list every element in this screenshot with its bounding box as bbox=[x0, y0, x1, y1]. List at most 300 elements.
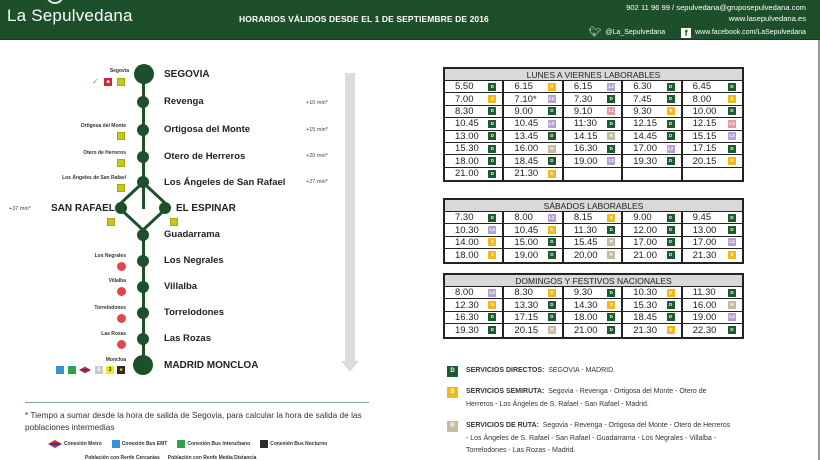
twitter-link[interactable]: @La_Sepulvedana bbox=[605, 29, 666, 36]
departure-cell bbox=[683, 212, 742, 223]
service-type-badge: R bbox=[728, 301, 736, 309]
departure-cell bbox=[683, 249, 742, 261]
departure-time: 18.45 bbox=[514, 155, 539, 167]
departure-time: 8.30 bbox=[455, 105, 474, 117]
departure-time: 10.45 bbox=[514, 224, 539, 236]
timetable-rows bbox=[445, 212, 742, 262]
departure-time: 6.15 bbox=[573, 81, 593, 93]
departure-time: 11:30 bbox=[573, 118, 597, 130]
service-type-badge: D bbox=[488, 326, 496, 334]
departure-time: 6.30 bbox=[633, 81, 652, 93]
departure-cell bbox=[445, 287, 504, 298]
departure-time: 21.00 bbox=[573, 324, 598, 336]
departure-cell bbox=[504, 249, 563, 261]
departure-time: 20.00 bbox=[573, 249, 598, 261]
check-icon: ✓ bbox=[92, 77, 99, 86]
twitter-icon: 🐦︎ bbox=[588, 27, 602, 38]
timetable-row bbox=[445, 131, 742, 143]
timetable-row bbox=[445, 81, 742, 93]
departure-time: 9.00 bbox=[633, 212, 652, 224]
service-type-badge: D bbox=[548, 238, 556, 246]
timetable-row bbox=[445, 212, 742, 224]
phone-email[interactable]: 902 11 96 99 / sepulvedana@gruposepulvedana.com bbox=[626, 3, 806, 12]
legend-renfe bbox=[85, 455, 160, 460]
footnote: * Tiempo a sumar desde la hora de salida de Segovia, para calcular la hora de salida de las poblaciones intermedias bbox=[25, 410, 362, 432]
departure-time: 6.15 bbox=[514, 81, 533, 93]
service-type-badge: D bbox=[607, 145, 615, 153]
departure-cell bbox=[683, 143, 742, 154]
time-offset: +27 min* bbox=[306, 179, 328, 185]
departure-cell bbox=[564, 237, 623, 248]
media-distancia-icon bbox=[117, 78, 125, 86]
side-label: Segovia bbox=[109, 68, 129, 74]
town-legend bbox=[85, 455, 256, 460]
service-type-badge: D bbox=[607, 120, 615, 128]
service-type-badge: D bbox=[607, 326, 615, 334]
contact-info bbox=[626, 2, 806, 24]
metro-line-3-icon: 3 bbox=[106, 366, 114, 374]
legend-noct-label: Conexión Bus Nocturno bbox=[270, 441, 328, 447]
departure-time: 10.45 bbox=[514, 118, 539, 130]
legend-inter-label: Conexión Bus Interurbano bbox=[187, 441, 251, 447]
departure-cell bbox=[683, 118, 742, 129]
stop-dot bbox=[137, 124, 149, 136]
service-type-badge: D bbox=[548, 301, 556, 309]
departure-cell bbox=[445, 93, 504, 104]
departure-cell bbox=[564, 299, 623, 310]
service-type-badge: D bbox=[607, 313, 615, 321]
service-title: SERVICIOS DIRECTOS: bbox=[466, 367, 545, 374]
departure-time: 18.00 bbox=[573, 311, 598, 323]
departure-cell bbox=[564, 249, 623, 261]
departure-time: 8.15 bbox=[573, 212, 593, 224]
time-offset: +20 min* bbox=[306, 153, 328, 159]
departure-time: 21.00 bbox=[455, 168, 479, 180]
departure-cell bbox=[564, 93, 623, 104]
service-type-badge: S bbox=[548, 83, 556, 91]
brand-logo: La Sepulvedana bbox=[7, 6, 133, 25]
service-badge-ruta: R bbox=[447, 421, 458, 432]
service-type-badge: D bbox=[667, 95, 675, 103]
departure-time: 19.00 bbox=[692, 311, 717, 323]
service-desc: SEGOVIA - MADRID. bbox=[548, 367, 616, 374]
departure-cell bbox=[683, 237, 742, 248]
departure-cell bbox=[445, 312, 504, 323]
departure-time: 11.30 bbox=[573, 224, 597, 236]
stop-las-rozas: Las Rozas bbox=[164, 333, 211, 344]
route-diagram bbox=[0, 40, 440, 460]
departure-cell bbox=[683, 224, 742, 235]
departure-cell bbox=[623, 131, 682, 142]
departure-time: 5.50 bbox=[455, 81, 474, 93]
departure-time: 13.00 bbox=[455, 130, 479, 142]
departure-cell bbox=[445, 224, 504, 235]
departure-cell bbox=[445, 131, 504, 142]
legend-nocturno bbox=[260, 440, 327, 448]
service-badge-semiruta: S bbox=[447, 387, 458, 398]
service-type-badge: D bbox=[548, 157, 556, 165]
service-type-badge: D bbox=[488, 214, 496, 222]
departure-cell bbox=[564, 287, 623, 298]
service-type-badge: D bbox=[667, 157, 675, 165]
departure-time: 13.45 bbox=[514, 130, 539, 142]
departure-cell bbox=[504, 299, 563, 310]
departure-cell bbox=[623, 224, 682, 235]
departure-time: 10.45 bbox=[455, 118, 479, 130]
metro-icon bbox=[79, 366, 91, 374]
service-type-badge: S bbox=[667, 289, 675, 297]
timetable-row bbox=[445, 155, 742, 167]
departure-time: 7.45 bbox=[633, 93, 652, 105]
route-line-upper bbox=[142, 73, 145, 209]
service-type-badge: L2 bbox=[608, 158, 614, 164]
service-type-badge: S bbox=[728, 157, 736, 165]
departure-time: 17.00 bbox=[633, 143, 657, 155]
departure-time: 9.00 bbox=[514, 105, 533, 117]
service-type-badge: S bbox=[548, 226, 556, 234]
departure-time: 19.30 bbox=[633, 155, 657, 167]
departure-cell bbox=[445, 168, 504, 180]
service-title: SERVICIOS SEMIRUTA: bbox=[466, 388, 545, 395]
departure-cell bbox=[623, 249, 682, 261]
time-offset: +10 min* bbox=[306, 100, 328, 106]
departure-time: 10.30 bbox=[633, 287, 657, 299]
stop-los-angeles: Los Ángeles de San Rafael bbox=[164, 177, 286, 188]
bus-nocturno-icon: ■ bbox=[117, 366, 125, 374]
stop-los-negrales: Los Negrales bbox=[164, 255, 224, 266]
renfe-cercanias-train-icon: ■ bbox=[104, 78, 112, 86]
departure-cell bbox=[445, 106, 504, 117]
departure-cell bbox=[445, 324, 504, 336]
departure-time: 21.30 bbox=[692, 249, 717, 261]
facebook-link[interactable]: www.facebook.com/LaSepulvedana bbox=[695, 29, 806, 36]
service-type-badge: D bbox=[488, 132, 496, 140]
service-type-badge: S bbox=[667, 326, 675, 334]
departure-time: 16.30 bbox=[455, 311, 479, 323]
departure-cell bbox=[504, 312, 563, 323]
service-type-badge: D bbox=[488, 313, 496, 321]
departure-cell bbox=[623, 143, 682, 154]
stop-ortigosa: Ortigosa del Monte bbox=[164, 124, 251, 135]
departure-cell bbox=[504, 155, 563, 166]
service-type-badge: D bbox=[667, 120, 675, 128]
timetable-row bbox=[445, 118, 742, 130]
departure-cell bbox=[564, 155, 623, 166]
departure-cell bbox=[504, 212, 563, 223]
service-type-badge: D bbox=[548, 313, 556, 321]
icon-legend bbox=[48, 440, 327, 448]
departure-time: 20.15 bbox=[514, 324, 539, 336]
stop-revenga: Revenga bbox=[164, 96, 204, 107]
side-label: Los Ángeles de San Rafael bbox=[62, 175, 126, 181]
departure-time: 14.45 bbox=[633, 130, 657, 142]
service-type-badge: R bbox=[607, 238, 615, 246]
service-type-badge: S bbox=[548, 289, 556, 297]
departure-cell bbox=[623, 155, 682, 166]
legend-metro bbox=[48, 440, 102, 448]
timetable-title: LUNES A VIERNES LABORABLES bbox=[445, 69, 742, 81]
service-ruta bbox=[447, 420, 731, 458]
service-type-badge: D bbox=[607, 289, 615, 297]
departure-time: 18.00 bbox=[455, 249, 479, 261]
departure-time: 9.10 bbox=[573, 105, 593, 117]
departure-time: 12.15 bbox=[692, 118, 717, 130]
departure-cell bbox=[683, 155, 742, 166]
departure-cell bbox=[504, 168, 563, 180]
departure-cell bbox=[504, 131, 563, 142]
service-desc: Segovia - Revenga - Ortigosa del Monte - Otero de Herreros - Los Ángeles de S. Rafael - San Rafael - Guadarrama - Los Negrales - Villalba - Torrelodones - Las Rozas - Madrid. bbox=[466, 422, 731, 454]
bus-nocturno-icon bbox=[260, 440, 268, 448]
timetable-weekdays bbox=[443, 67, 744, 182]
service-type-badge: D bbox=[488, 145, 496, 153]
legend-renfe-label: Población con Renfe Cercanías bbox=[85, 455, 160, 460]
departure-cell bbox=[445, 237, 504, 248]
stop-dot bbox=[137, 96, 149, 108]
service-type-badge: D bbox=[548, 251, 556, 259]
side-label: Los Negrales bbox=[94, 253, 126, 259]
departure-cell bbox=[504, 143, 563, 154]
service-type-badge: D bbox=[667, 132, 675, 140]
stop-otero: Otero de Herreros bbox=[164, 151, 246, 162]
timetable-row bbox=[445, 93, 742, 105]
service-type-badge: L1 bbox=[729, 120, 735, 126]
departure-cell bbox=[445, 299, 504, 310]
departure-time: 15.45 bbox=[573, 236, 598, 248]
departure-cell bbox=[504, 287, 563, 298]
stop-dot bbox=[137, 151, 149, 163]
departure-time: 16.30 bbox=[573, 143, 598, 155]
service-type-badge: D bbox=[728, 214, 736, 222]
departure-time: 8.00 bbox=[455, 287, 474, 299]
service-semiruta bbox=[447, 386, 726, 411]
departure-cell bbox=[504, 93, 563, 104]
departure-time: 22.30 bbox=[692, 324, 717, 336]
timetable-row bbox=[445, 324, 742, 336]
stop-dot bbox=[137, 229, 149, 241]
service-type-badge: S bbox=[488, 238, 496, 246]
service-type-badge: D bbox=[667, 238, 675, 246]
departure-time: 14.00 bbox=[455, 236, 479, 248]
timetable-title: DOMINGOS Y FESTIVOS NACIONALES bbox=[445, 275, 742, 287]
departure-cell bbox=[445, 249, 504, 261]
departure-time: 16.00 bbox=[514, 143, 539, 155]
service-type-badge: D bbox=[548, 107, 556, 115]
validity-title: HORARIOS VÁLIDOS DESDE EL 1 DE SEPTIEMBRE DE 2016 bbox=[239, 14, 489, 24]
departure-time: 17.00 bbox=[633, 236, 657, 248]
service-type-badge: L2 bbox=[489, 227, 496, 233]
departure-cell bbox=[623, 168, 682, 180]
departure-cell bbox=[564, 312, 623, 323]
stop-dot bbox=[137, 176, 149, 188]
service-type-badge: L2 bbox=[729, 239, 735, 245]
metro-icon bbox=[48, 440, 62, 448]
timetable-row bbox=[445, 224, 742, 236]
departure-cell bbox=[683, 324, 742, 336]
stop-dot bbox=[115, 202, 127, 214]
departure-time: 14.30 bbox=[573, 299, 598, 311]
departure-cell bbox=[504, 224, 563, 235]
departure-time: 7.10* bbox=[514, 93, 537, 105]
departure-cell bbox=[623, 299, 682, 310]
metro-line-6-icon: 6 bbox=[95, 366, 103, 374]
stop-guadarrama: Guadarrama bbox=[164, 229, 220, 240]
departure-time: 17.00 bbox=[692, 236, 717, 248]
departure-cell bbox=[445, 81, 504, 92]
legend-interurbano bbox=[177, 440, 250, 448]
stop-dot bbox=[133, 355, 153, 375]
departure-time: 21.30 bbox=[514, 168, 539, 180]
timetable-row bbox=[445, 106, 742, 118]
departure-time: 15.30 bbox=[633, 299, 657, 311]
stop-dot bbox=[134, 64, 154, 84]
departure-cell bbox=[564, 81, 623, 92]
departure-cell bbox=[504, 106, 563, 117]
timetable-row bbox=[445, 143, 742, 155]
departure-cell bbox=[623, 287, 682, 298]
side-label: Villalba bbox=[108, 278, 126, 284]
departure-time: 13.00 bbox=[692, 224, 717, 236]
service-type-badge: S bbox=[728, 95, 736, 103]
departure-cell bbox=[683, 93, 742, 104]
service-type-badge: D bbox=[667, 226, 675, 234]
stop-dot bbox=[137, 333, 149, 345]
time-offset: +37 min* bbox=[9, 206, 31, 212]
departure-cell bbox=[564, 212, 623, 223]
departure-time: 8.00 bbox=[692, 93, 712, 105]
departure-time: 10.30 bbox=[455, 224, 479, 236]
side-label: Las Rozas bbox=[101, 331, 126, 337]
departure-cell bbox=[445, 155, 504, 166]
departure-time: 7.00 bbox=[455, 93, 474, 105]
timetable-row bbox=[445, 237, 742, 249]
legend-emt bbox=[112, 440, 168, 448]
departure-time: 8.30 bbox=[514, 287, 533, 299]
departure-cell bbox=[504, 237, 563, 248]
departure-cell bbox=[564, 118, 623, 129]
service-type-badge: D bbox=[667, 301, 675, 309]
media-distancia-icon bbox=[107, 218, 115, 226]
stop-dot bbox=[137, 281, 149, 293]
service-type-badge: S bbox=[607, 214, 615, 222]
timetable-row bbox=[445, 287, 742, 299]
service-type-badge: R bbox=[607, 132, 615, 140]
departure-time: 19.00 bbox=[573, 155, 598, 167]
departure-cell bbox=[623, 118, 682, 129]
departure-time: 10.00 bbox=[692, 105, 717, 117]
departure-time: 6.45 bbox=[692, 81, 712, 93]
departure-time: 14.15 bbox=[573, 130, 598, 142]
stop-segovia: SEGOVIA bbox=[164, 69, 210, 80]
timetable-sundays bbox=[443, 273, 744, 339]
timetable-rows bbox=[445, 81, 742, 180]
service-type-badge: D bbox=[548, 132, 556, 140]
service-type-badge: R bbox=[548, 326, 556, 334]
renfe-cercanias-icon bbox=[117, 340, 126, 349]
legend-emt-label: Conexión Bus EMT bbox=[121, 441, 168, 447]
service-type-badge: D bbox=[667, 313, 675, 321]
departure-time: 8.00 bbox=[514, 212, 533, 224]
departure-time: 15.15 bbox=[692, 130, 717, 142]
departure-cell bbox=[683, 299, 742, 310]
legend-md-label: Población con Renfe Media Distancia bbox=[167, 455, 257, 460]
departure-cell bbox=[564, 106, 623, 117]
media-distancia-icon bbox=[117, 132, 125, 140]
legend-media-distancia bbox=[168, 455, 257, 460]
media-distancia-icon bbox=[117, 159, 125, 167]
departure-time: 9.30 bbox=[633, 105, 652, 117]
direction-arrow-head bbox=[341, 361, 359, 372]
service-type-badge: D bbox=[607, 95, 615, 103]
divider bbox=[25, 402, 369, 403]
service-type-badge: S bbox=[548, 170, 556, 178]
stop-torrelodones: Torrelodones bbox=[164, 307, 224, 318]
legend-metro-label: Conexión Metro bbox=[64, 441, 102, 447]
service-type-badge: D bbox=[667, 214, 675, 222]
service-type-badge: L2 bbox=[549, 214, 555, 220]
departure-time: 12.15 bbox=[633, 118, 657, 130]
departure-time: 16.00 bbox=[692, 299, 717, 311]
side-label: Ortigosa del Monte bbox=[80, 123, 126, 129]
timetable-row bbox=[445, 299, 742, 311]
side-label: Moncloa bbox=[105, 357, 126, 363]
service-type-badge: D bbox=[728, 83, 736, 91]
service-type-badge: L2 bbox=[549, 120, 555, 126]
service-direct bbox=[447, 365, 766, 378]
service-type-badge: S bbox=[488, 95, 496, 103]
departure-time: 12.30 bbox=[455, 299, 479, 311]
side-label: Otero de Herreros bbox=[83, 150, 126, 156]
service-badge-direct: D bbox=[447, 366, 458, 377]
departure-cell bbox=[564, 324, 623, 336]
departure-cell bbox=[683, 312, 742, 323]
service-type-badge: D bbox=[728, 226, 736, 234]
bus-emt-icon bbox=[56, 366, 64, 374]
departure-time: 15.00 bbox=[514, 236, 539, 248]
stop-el-espinar: EL ESPINAR bbox=[176, 203, 236, 214]
service-title: SERVICIOS DE RUTA: bbox=[466, 422, 539, 429]
departure-time: 18.00 bbox=[455, 155, 479, 167]
website-link[interactable]: www.lasepulvedana.es bbox=[728, 14, 806, 23]
service-type-badge: D bbox=[667, 83, 675, 91]
service-type-badge: L2 bbox=[608, 83, 614, 89]
service-type-badge: S bbox=[607, 301, 615, 309]
departure-time: 15.30 bbox=[455, 143, 479, 155]
departure-time: 18.45 bbox=[633, 311, 657, 323]
departure-cell bbox=[504, 81, 563, 92]
stop-madrid-moncloa: MADRID MONCLOA bbox=[164, 360, 259, 371]
timetable-row bbox=[445, 249, 742, 261]
departure-time: 20.15 bbox=[692, 155, 717, 167]
stop-dot bbox=[137, 307, 149, 319]
departure-cell bbox=[564, 143, 623, 154]
departure-time: 19.00 bbox=[514, 249, 539, 261]
departure-time: 13.30 bbox=[514, 299, 539, 311]
media-distancia-icon bbox=[117, 184, 125, 192]
stop-dot bbox=[137, 255, 149, 267]
stop-dot bbox=[159, 202, 171, 214]
timetable-title: SÁBADOS LABORABLES bbox=[445, 200, 742, 212]
departure-time: 21.30 bbox=[633, 324, 657, 336]
departure-cell bbox=[623, 106, 682, 117]
header bbox=[0, 0, 820, 40]
departure-time: 17.15 bbox=[514, 311, 539, 323]
departure-time: 7.30 bbox=[573, 93, 593, 105]
service-type-badge: L2 bbox=[667, 145, 674, 151]
departure-time: 19.30 bbox=[455, 324, 479, 336]
service-type-badge: S bbox=[488, 251, 496, 259]
departure-cell bbox=[564, 224, 623, 235]
service-type-badge: D bbox=[728, 326, 736, 334]
